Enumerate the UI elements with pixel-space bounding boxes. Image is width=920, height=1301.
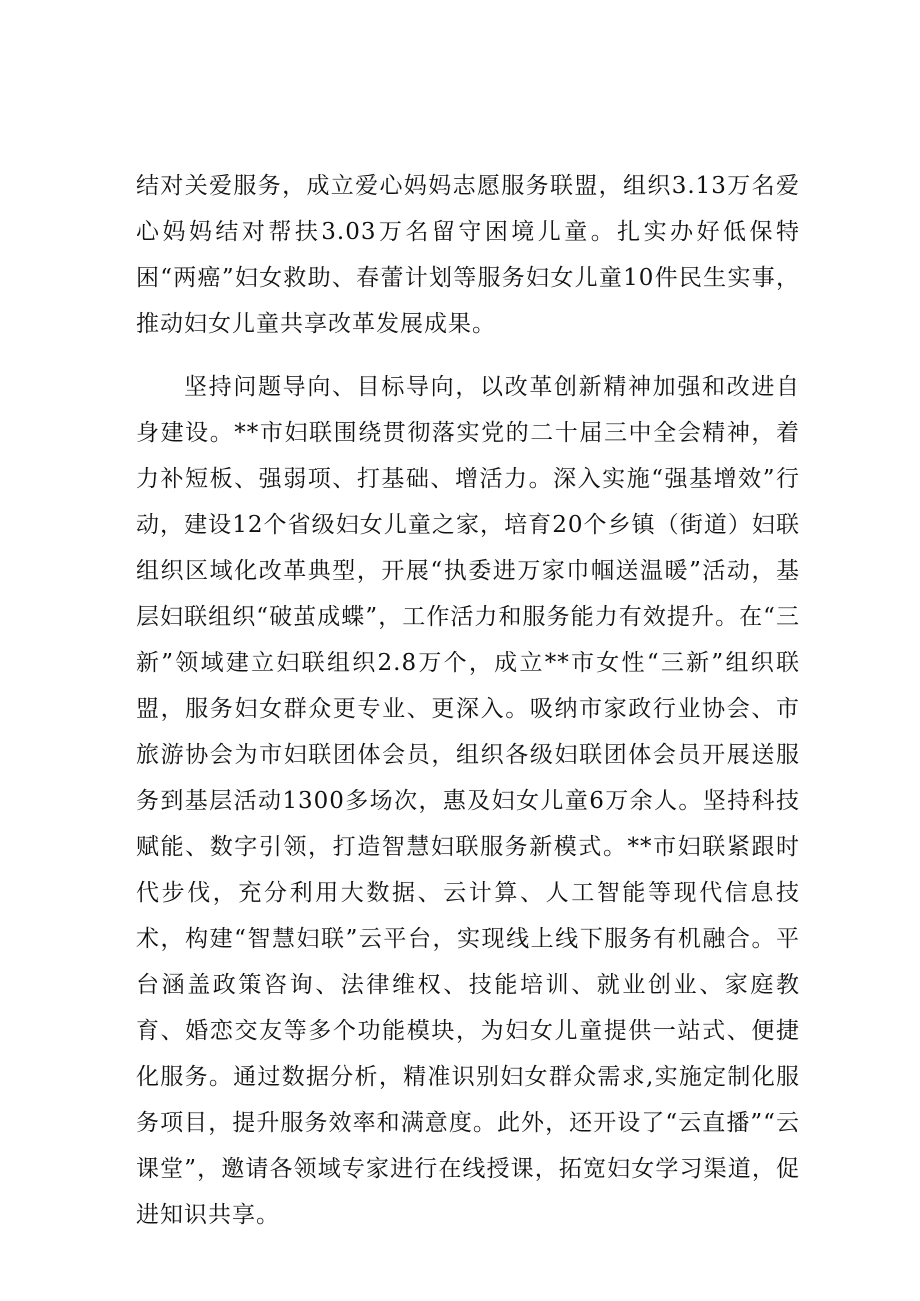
paragraph-reform: 坚持问题导向、目标导向，以改革创新精神加强和改进自身建设。**市妇联围绕贯彻落实党的二十届三中全会精神，着力补短板、强弱项、打基础、增活力。深入实施“强基增效”行动，建设12个省级妇女儿童之家，培育20个乡镇（街道）妇联组织区域化改革典型，开展“执委进万家巾帼送温暖”活动，基层妇联组织“破茧成蝶”，工作活力和服务能力有效提升。在“三新”领域建立妇联组织2.8万个，成立**市女性“三新”组织联盟，服务妇女群众更专业、更深入。吸纳市家政行业协会、市旅游协会为市妇联团体会员，组织各级妇联团体会员开展送服务到基层活动1300多场次，惠及妇女儿童6万余人。坚持科技赋能、数字引领，打造智慧妇联服务新模式。**市妇联紧跟时代步伐，充分利用大数据、云计算、人工智能等现代信息技术，构建“智慧妇联”云平台，实现线上线下服务有机融合。平台涵盖政策咨询、法律维权、技能培训、就业创业、家庭教育、婚恋交友等多个功能模块，为妇女儿童提供一站式、便捷化服务。通过数据分析，精准识别妇女群众需求,实施定制化服务项目，提升服务效率和满意度。此外，还开设了“云直播”“云课堂”，邀请各领域专家进行在线授课，拓宽妇女学习渠道，促进知识共享。: [136, 374, 800, 1228]
document-body: [136, 163, 800, 1238]
paragraph-continuation: 结对关爱服务，成立爱心妈妈志愿服务联盟，组织3.13万名爱心妈妈结对帮扶3.03万名留守困境儿童。扎实办好低保特困“两癌”妇女救助、春蕾计划等服务妇女儿童10件民生实事，推动妇女儿童共享改革发展成果。: [136, 173, 800, 337]
